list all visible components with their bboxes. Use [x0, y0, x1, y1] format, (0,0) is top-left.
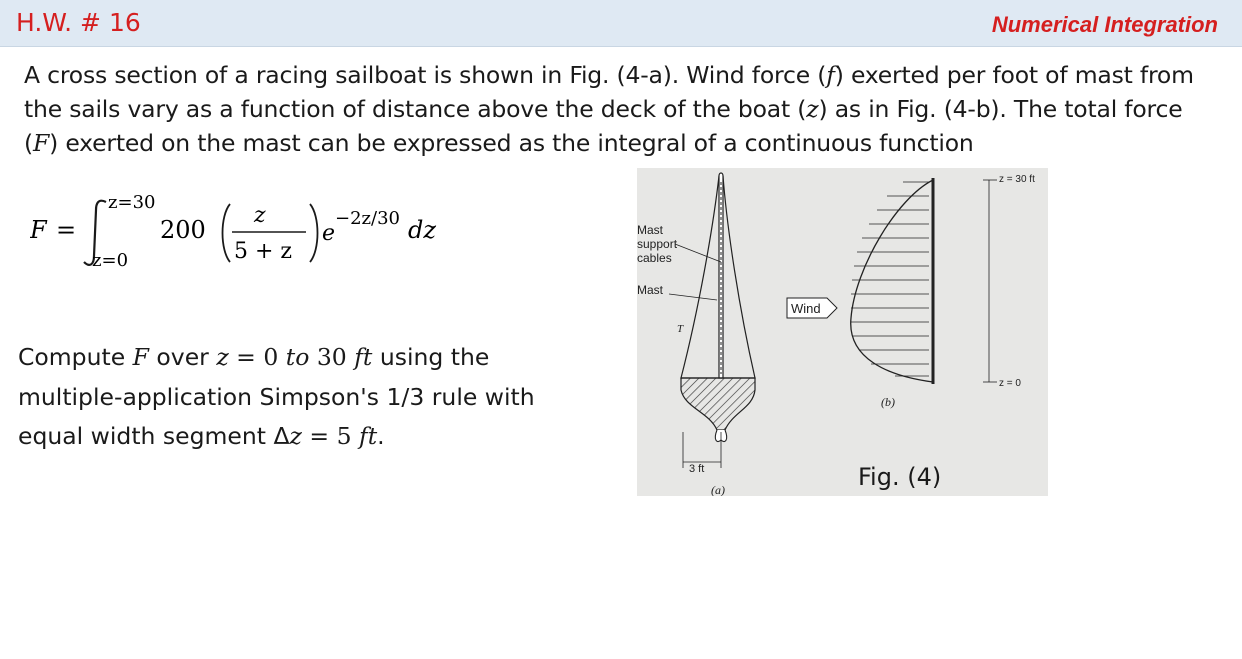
label-a: (a)	[711, 483, 725, 496]
sailboat-cross-section	[637, 173, 755, 496]
sailboat-figure	[637, 168, 1048, 496]
fraction-denominator: 5 + z	[234, 239, 293, 264]
question-text	[18, 338, 618, 457]
label-b: (b)	[881, 395, 895, 409]
label-mast-support: Mast	[637, 223, 664, 237]
question-line: equal width segment Δz = 5 ft.	[18, 422, 385, 450]
figure-caption: Fig. (4)	[858, 463, 942, 491]
wind-force-distribution	[787, 174, 1035, 409]
lower-limit: z=0	[92, 250, 129, 271]
fraction-numerator: z	[254, 203, 266, 228]
paragraph-line: (F) exerted on the mast can be expressed as the integral of a continuous function	[24, 129, 974, 157]
header-bar	[0, 0, 1242, 47]
problem-paragraph	[24, 58, 1219, 160]
homework-title: H.W. # 16	[16, 8, 141, 37]
mast-leader	[669, 294, 717, 300]
label-wind: Wind	[791, 301, 821, 316]
figure-drawing	[637, 168, 1048, 496]
formula-equals: =	[56, 216, 77, 244]
label-T: T	[677, 323, 684, 335]
integral-formula	[30, 188, 470, 278]
sail-outline	[681, 176, 755, 378]
paragraph-line: the sails vary as a function of distance above the deck of the boat (z) as in Fig. (4-b). The total force	[24, 95, 1183, 123]
hull-keel	[681, 378, 755, 430]
paragraph-line: A cross section of a racing sailboat is shown in Fig. (4-a). Wind force (f) exerted per foot of mast from	[24, 61, 1194, 89]
exponent: −2z/30	[335, 208, 400, 229]
question-line: Compute F over z = 0 to 30 ft using the	[18, 343, 490, 371]
load-arrows	[851, 182, 929, 376]
differential: dz	[408, 216, 437, 244]
label-cables: cables	[637, 251, 672, 265]
question-line: multiple-application Simpson's 1/3 rule with	[18, 382, 535, 411]
formula-lhs: F	[30, 216, 47, 244]
exp-base: e	[322, 221, 336, 246]
label-mast: Mast	[637, 283, 664, 297]
label-z0: z = 0	[999, 378, 1021, 389]
label-z30: z = 30 ft	[999, 174, 1035, 185]
left-paren	[223, 204, 231, 262]
upper-limit: z=30	[108, 192, 156, 213]
topic-title: Numerical Integration	[991, 12, 1218, 37]
right-paren	[310, 204, 318, 262]
label-support: support	[637, 237, 678, 251]
coefficient: 200	[160, 216, 206, 244]
cable-leader	[675, 244, 721, 262]
label-3ft: 3 ft	[689, 463, 705, 475]
